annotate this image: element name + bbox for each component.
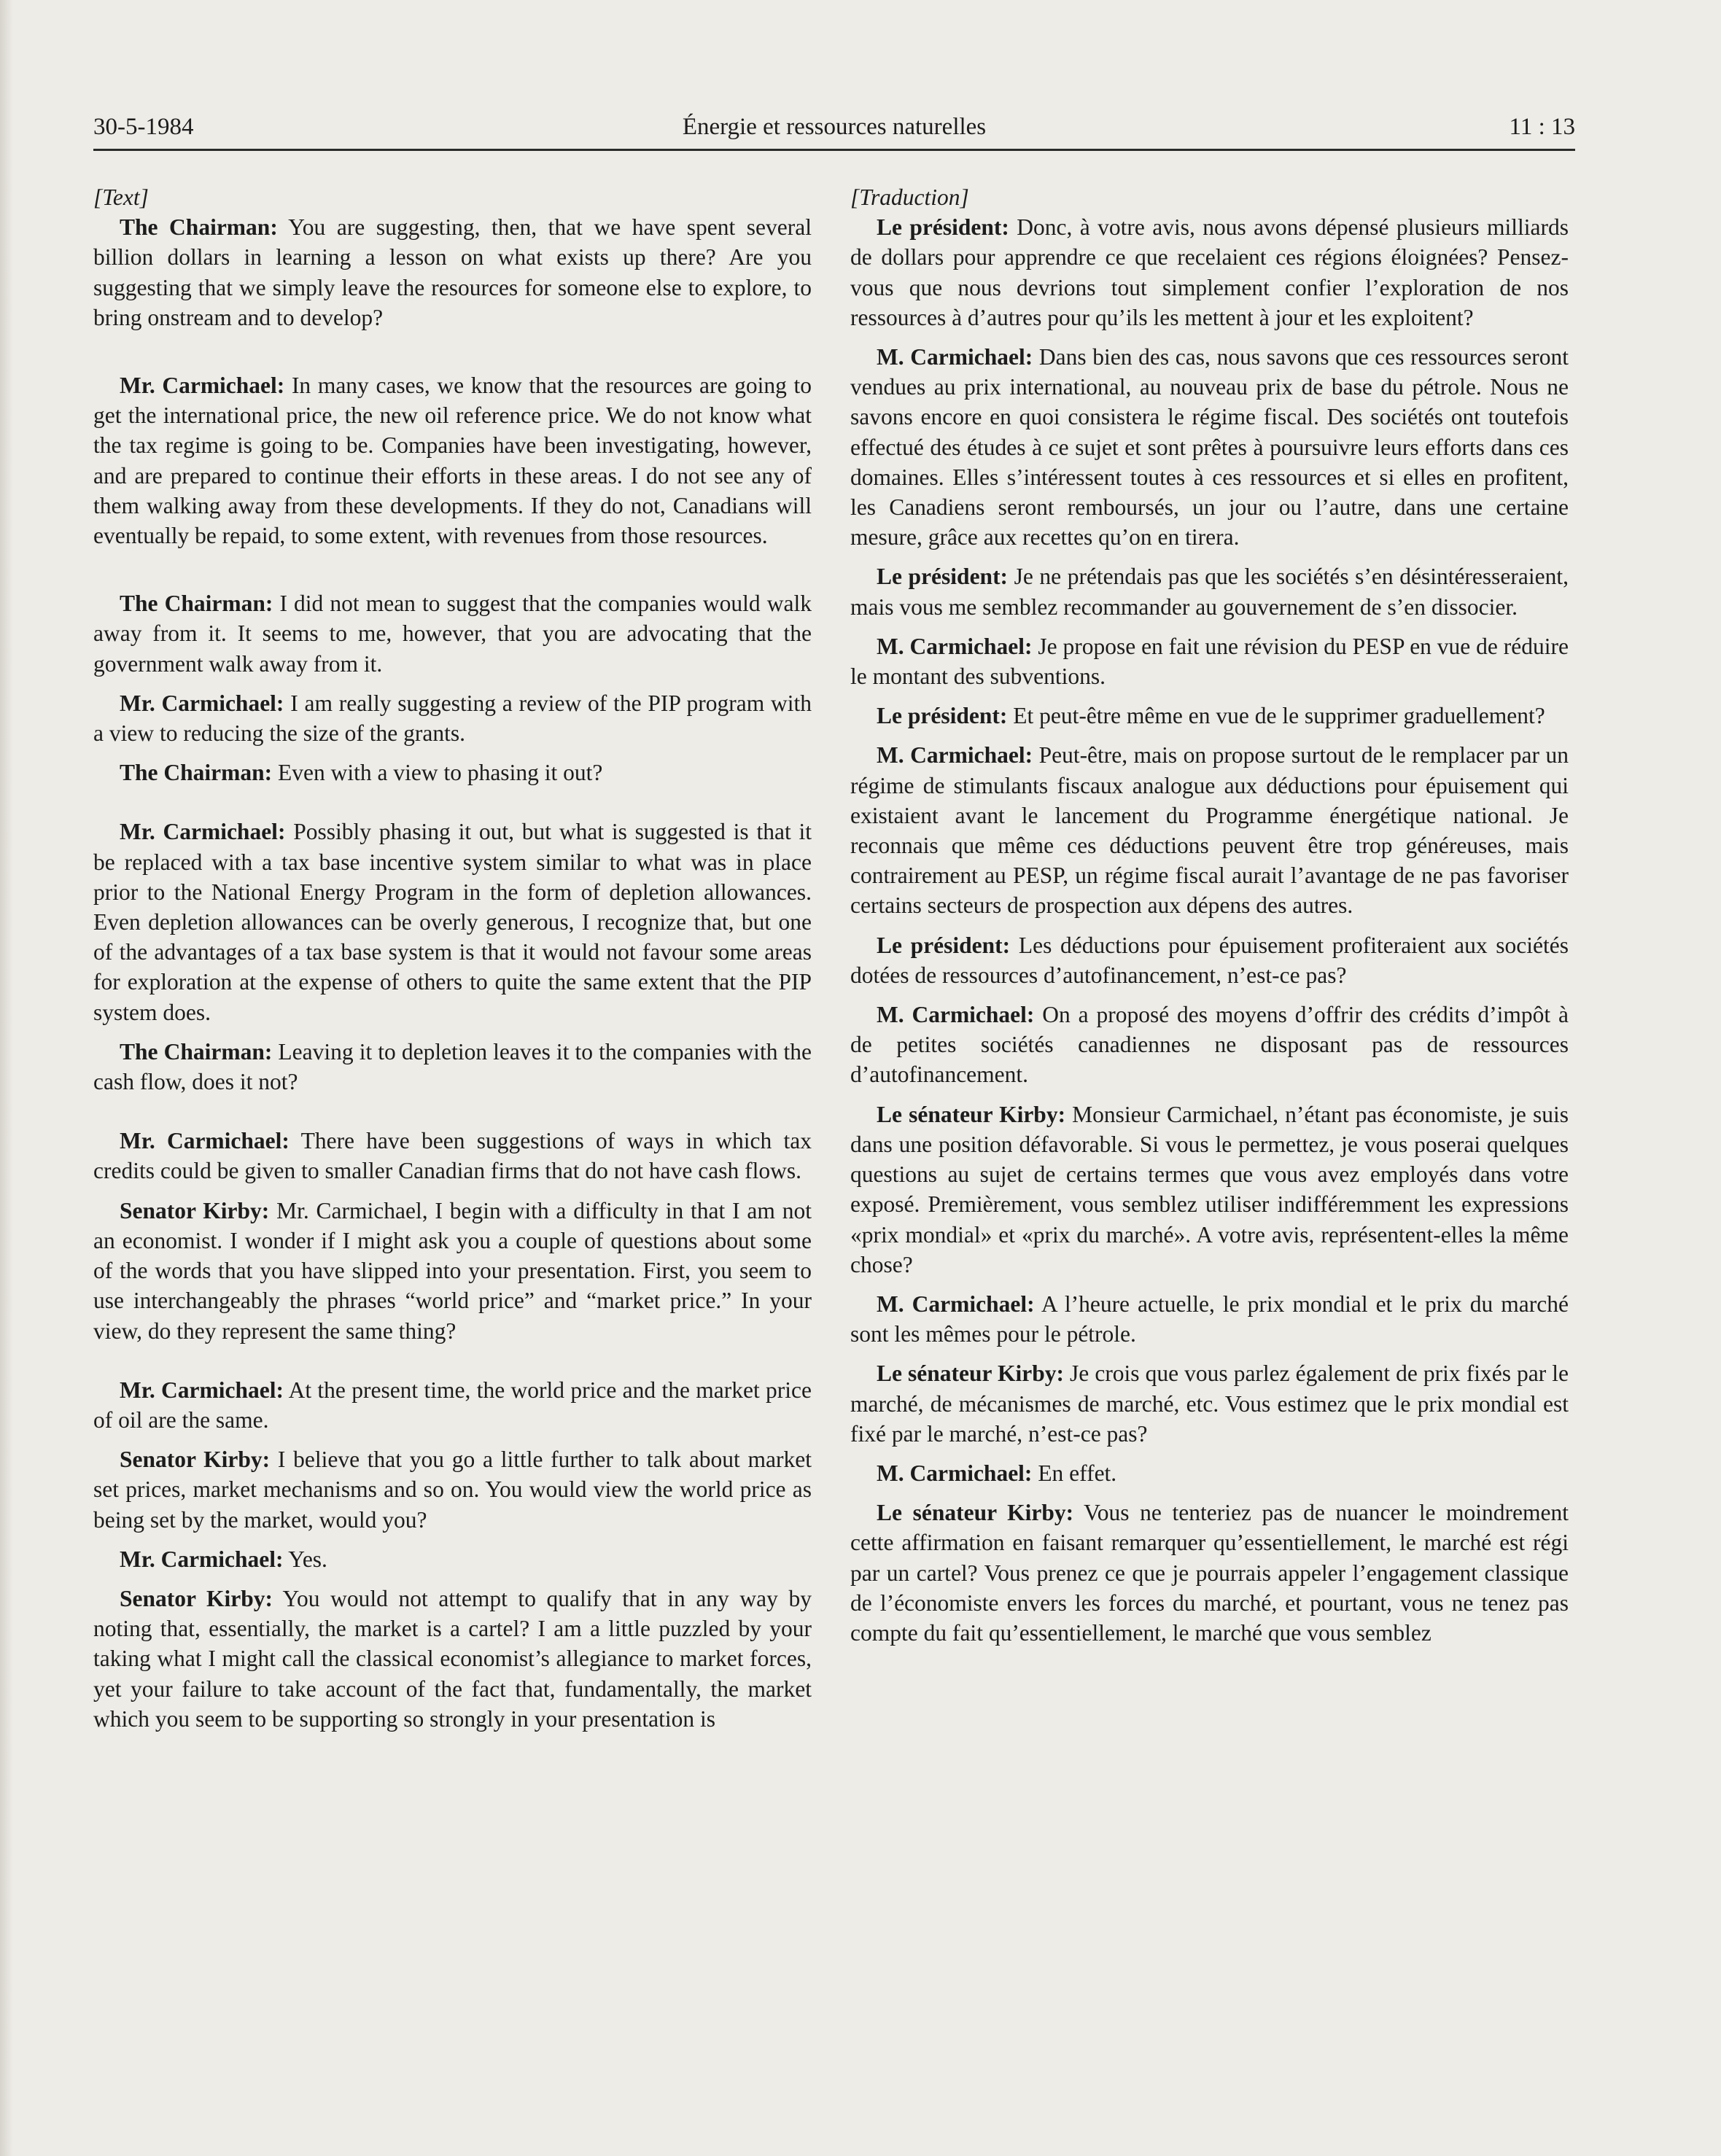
paragraph-text: Donc, à votre avis, nous avons dépensé plusieurs milliards de dollars pour apprendre ce que recelaient ces régions éloignées? Pensez-vous que nous devrions tout simplement confier l’exploration de nos ressources à d’autres pour qu’ils les mettent à jour et les exploitent? [850,214,1569,330]
paragraph-text: In many cases, we know that the resources are going to get the international price, the new oil reference price. We do not know what the tax regime is going to be. Companies have been investigating, however, and are prepared to continue their efforts in these areas. I do not see any of them walking away from these developments. If they do not, Canadians will eventually be repaid, to some extent, with revenues from those resources. [93,373,812,549]
speaker: Le président: [877,564,1009,590]
paragraph [850,1100,1569,1280]
paragraph [93,1444,812,1535]
paragraph [93,817,812,1027]
speaker: The Chairman: [120,760,273,786]
paragraph [850,342,1569,552]
paragraph-text: I did not mean to suggest that the companies would walk away from it. It seems to me, however, that you are advocating that the government walk away from it. [93,591,812,677]
paragraph-text: At the present time, the world price and the market price of oil are the same. [93,1377,812,1433]
paragraph-text: En effet. [1032,1460,1117,1486]
paragraph-text: I believe that you go a little further to talk about market set prices, market mechanisms and so on. You would view the world price as being set by the market, would you? [93,1447,812,1533]
paragraph-text: Et peut-être même en vue de le supprimer graduellement? [1007,703,1545,729]
paragraph [850,930,1569,990]
paragraph [93,688,812,748]
speaker: The Chairman: [120,591,273,617]
paragraph [93,1544,812,1574]
paragraph-text: I am really suggesting a review of the PIP program with a view to reducing the size of the grants. [93,690,812,747]
section-label-translation: [Traduction] [850,184,969,210]
paragraph-text: Je propose en fait une révision du PESP en vue de réduire le montant des subventions. [850,633,1569,690]
speaker: M. Carmichael: [877,1460,1033,1486]
paragraph-text: You would not attempt to qualify that in any way by noting that, essentially, the market is a cartel? I am a little puzzled by your taking what I might call the classical economist’s allegiance to market forces, yet your failure to take account of the fact that, fundamentally, the market which you seem to be supporting so strongly in your presentation is [93,1585,812,1732]
speaker: Le sénateur Kirby: [877,1101,1066,1127]
paragraph [93,758,812,787]
paragraph-text: Peut-être, mais on propose surtout de le remplacer par un régime de stimulants fiscaux analogue aux déductions pour épuisement qui existaient avant le lancement du Programme énergétique national. Je reconnais que même ces déductions peuvent être trop généreuses, mais contrairement au PESP, un régime fiscal aurait l’avantage de ne pas favoriser certains secteurs de prospection aux dépens des autres. [850,742,1569,919]
paragraph-text: Mr. Carmichael, I begin with a difficulty in that I am not an economist. I wonder if I might ask you a couple of questions about some of the words that you have slipped into your presentation. First, you seem to use interchangeably the phrases “world price” and “market price.” In your view, do they represent the same thing? [93,1197,812,1344]
speaker: Le président: [877,703,1008,729]
speaker: Senator Kirby: [120,1447,271,1473]
paragraph-text: Dans bien des cas, nous savons que ces ressources seront vendues au prix international, au nouveau prix de base du pétrole. Nous ne savons encore en quoi consistera le régime fiscal. Des sociétés ont toutefois effectué des études à ce sujet et sont prêtes à poursuivre leurs efforts dans ces domaines. Elles s’intéressent toutes à ces ressources et si elles en profitent, les Canadiens seront remboursés, un jour ou l’autre, dans une certaine mesure, grâce aux recettes qu’on en tirera. [850,344,1569,550]
speaker: The Chairman: [120,214,278,241]
paragraph-text: There have been suggestions of ways in which tax credits could be given to smaller Canadian firms that do not have cash flows. [93,1128,812,1184]
speaker: Le président: [877,932,1011,958]
paragraph-text: Monsieur Carmichael, n’étant pas économiste, je suis dans une position défavorable. Si vous le permettez, je vous poserai quelques questions au sujet de certains termes que vous avez employés dans votre exposé. Premièrement, vous semblez utiliser indifféremment les expressions «prix mondial» et «prix du marché». A votre avis, représentent-elles la même chose? [850,1101,1569,1277]
speaker: M. Carmichael: [877,1291,1035,1317]
speaker: M. Carmichael: [877,742,1033,768]
paragraph [850,1358,1569,1449]
paragraph [850,561,1569,621]
speaker: Mr. Carmichael: [120,690,284,716]
paragraph-text: Vous ne tenteriez pas de nuancer le moindrement cette affirmation en faisant remarquer qu’essentiellement, le marché est régi par un cartel? Vous prenez ce que je pourrais appeler l’engagement classique de l’économiste envers les forces du marché, et pourtant, vous ne tenez pas compte du fait qu’essentiellement, le marché que vous semblez [850,1500,1569,1646]
speaker: Mr. Carmichael: [120,1546,284,1572]
paragraph-text: On a proposé des moyens d’offrir des crédits d’impôt à de petites sociétés canadiennes ne disposant pas de ressources d’autofinancement. [850,1002,1569,1088]
speaker: Senator Kirby: [120,1197,270,1223]
paragraph [850,212,1569,332]
header-date: 30-5-1984 [93,114,194,140]
speaker: M. Carmichael: [877,633,1033,659]
paragraph [93,1584,812,1734]
paragraph [850,1289,1569,1349]
paragraph-text: Possibly phasing it out, but what is suggested is that it be replaced with a tax base incentive system similar to what was in place prior to the National Energy Program in the form of depletion allowances. Even depletion allowances can be overly generous, I recognize that, but one of the advantages of a tax base system is that it would not favour some areas for exploration at the expense of others to quite the same extent that the PIP system does. [93,819,812,1025]
paragraph-text: Je ne prétendais pas que les sociétés s’en désintéresseraient, mais vous me semblez recommander au gouvernement de s’en dissocier. [850,564,1569,620]
speaker: M. Carmichael: [877,1002,1035,1028]
french-column [850,182,1569,1648]
paragraph [93,588,812,679]
paragraph-text: A l’heure actuelle, le prix mondial et le prix du marché sont les mêmes pour le pétrole. [850,1291,1569,1347]
paragraph-text: You are suggesting, then, that we have spent several billion dollars in learning a lesson on what exists up there? Are you suggesting that we simply leave the resources for someone else to explore, to bring onstream and to develop? [93,214,812,330]
paragraph-text: Les déductions pour épuisement profiteraient aux sociétés dotées de ressources d’autofinancement, n’est-ce pas? [850,932,1569,988]
page-binding-edge [0,0,13,2156]
speaker: Le sénateur Kirby: [877,1500,1074,1526]
paragraph [93,1196,812,1346]
speaker: M. Carmichael: [877,344,1033,370]
speaker: Mr. Carmichael: [120,1128,290,1154]
paragraph [93,1037,812,1097]
paragraph [850,1458,1569,1488]
paragraph [850,631,1569,691]
header-page-number: 11 : 13 [1509,114,1575,140]
page-header [93,109,1575,151]
paragraph [93,212,812,332]
paragraph-text: Leaving it to depletion leaves it to the companies with the cash flow, does it not? [93,1038,812,1095]
paragraph [850,740,1569,920]
speaker: Le président: [877,214,1009,241]
paragraph [93,370,812,550]
paragraph [850,1498,1569,1648]
speaker: Mr. Carmichael: [120,1377,284,1403]
section-label-text: [Text] [93,184,149,210]
paragraph [850,1000,1569,1090]
paragraph [93,1375,812,1435]
paragraph-text: Yes. [283,1546,327,1572]
speaker: The Chairman: [120,1038,273,1065]
speaker: Le sénateur Kirby: [877,1361,1064,1387]
paragraph-text: Je crois que vous parlez également de prix fixés par le marché, de mécanismes de marché, etc. Vous estimez que le prix mondial est fixé par le marché, n’est-ce pas? [850,1361,1569,1447]
header-title: Énergie et ressources naturelles [682,114,987,140]
english-column [93,182,812,1734]
paragraph [850,701,1569,731]
paragraph-text: Even with a view to phasing it out? [272,760,603,786]
speaker: Senator Kirby: [120,1585,273,1611]
paragraph [93,1126,812,1186]
speaker: Mr. Carmichael: [120,373,285,399]
speaker: Mr. Carmichael: [120,819,286,845]
